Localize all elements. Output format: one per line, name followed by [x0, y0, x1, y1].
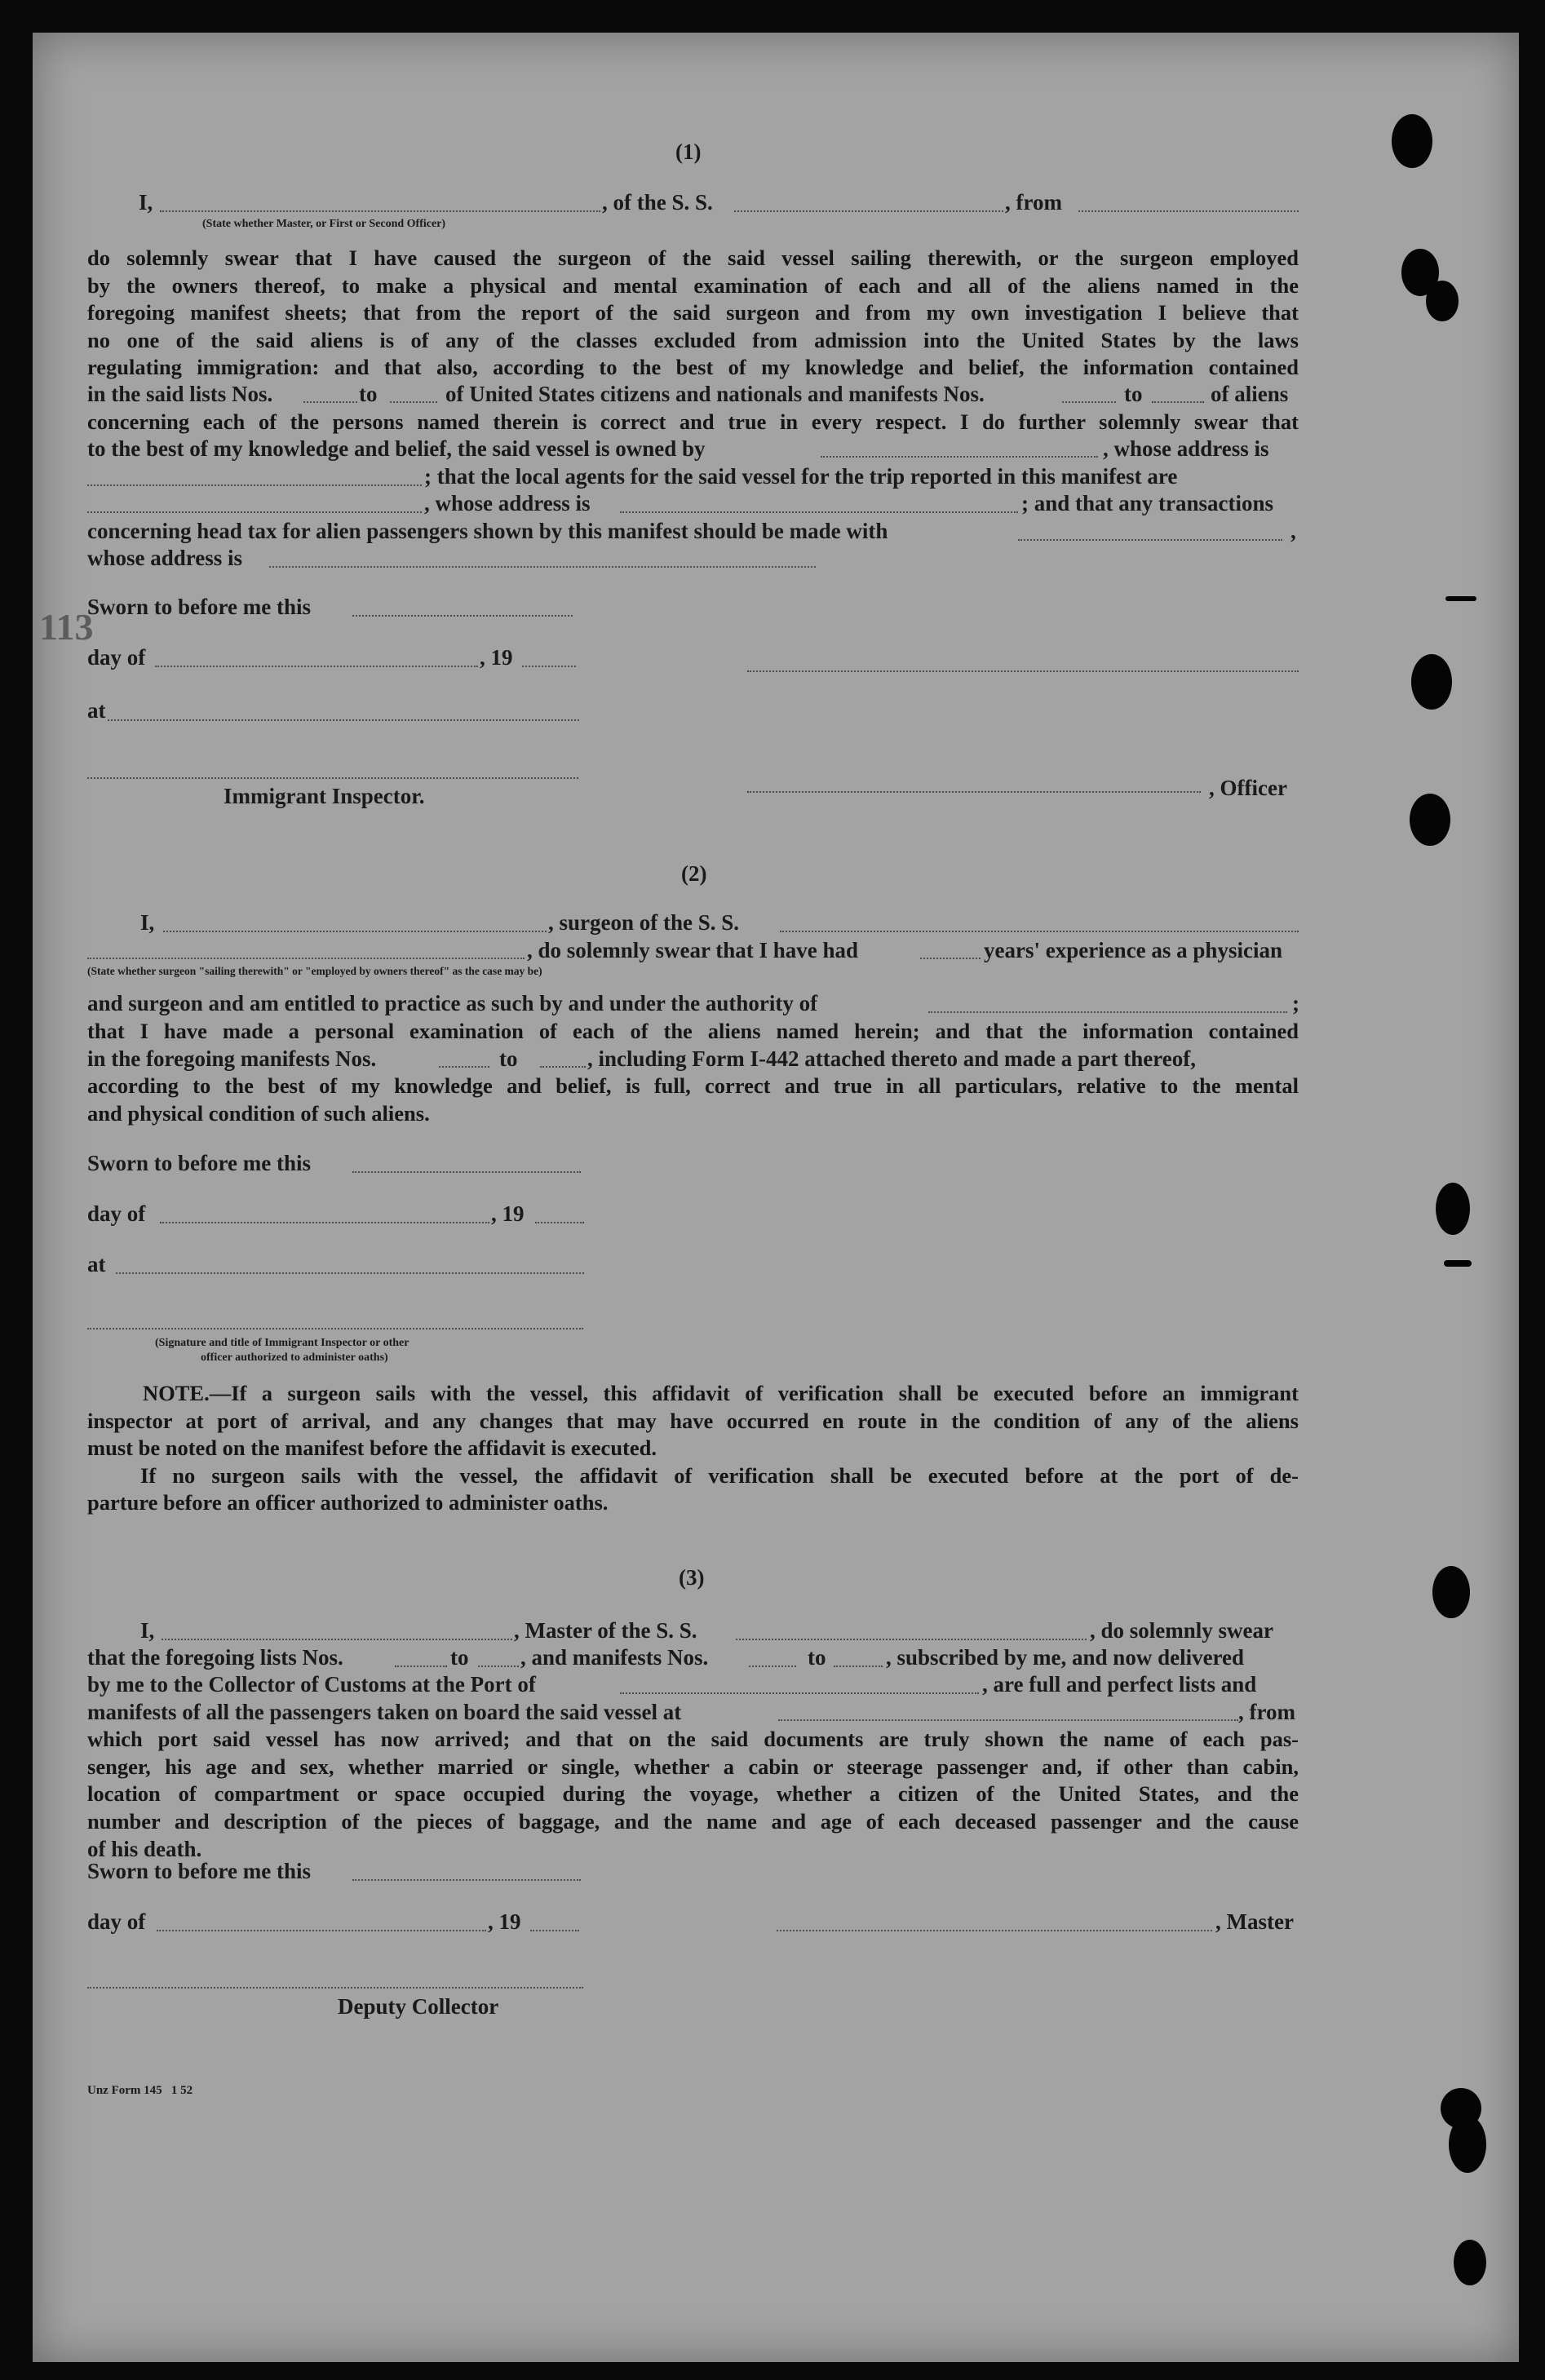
- field-day-of[interactable]: [155, 666, 478, 667]
- field-at[interactable]: [108, 719, 579, 721]
- label-sworn: Sworn to before me this: [87, 1151, 311, 1175]
- label-to: to: [499, 1046, 518, 1071]
- field-inspector-signature[interactable]: [87, 777, 578, 779]
- label-authority: and surgeon and am entitled to practice as such by and under the authority of: [87, 991, 818, 1015]
- label-lists: in the said lists Nos.: [87, 382, 273, 406]
- punch-hole: [1410, 794, 1450, 846]
- body-line: and physical condition of such aliens.: [87, 1100, 430, 1126]
- note-line: parture before an officer authorized to administer oaths.: [87, 1490, 609, 1515]
- field-signature[interactable]: [747, 670, 1299, 672]
- label-subscribed: , subscribed by me, and now delivered: [886, 1645, 1245, 1670]
- field-manifest-from[interactable]: [1062, 401, 1116, 403]
- label-i: I,: [140, 910, 155, 935]
- field-boarding-port[interactable]: [778, 1719, 1238, 1721]
- field-port[interactable]: [620, 1692, 979, 1694]
- field-year[interactable]: [522, 666, 576, 667]
- note-line: If no surgeon sails with the vessel, the affidavit of verification shall be executed before at the port of de-: [140, 1462, 1299, 1488]
- label-to: to: [1124, 382, 1143, 406]
- label-swear: , do solemnly swear that I have had: [527, 938, 859, 962]
- label-at: at: [87, 698, 106, 723]
- note-line: NOTE.—If a surgeon sails with the vessel, this affidavit of verification shall be executed before an immigrant: [143, 1381, 1299, 1405]
- field-year[interactable]: [530, 1930, 579, 1931]
- signature-note: (Signature and title of Immigrant Inspector or other: [155, 1337, 409, 1349]
- label-to: to: [359, 382, 378, 406]
- section-number: (2): [681, 861, 707, 886]
- form-id: Unz Form 145 1 52: [87, 2084, 193, 2097]
- field-ship-name[interactable]: [780, 931, 1299, 932]
- label-to: to: [808, 1645, 826, 1670]
- label-of-ss: , of the S. S.: [602, 190, 713, 215]
- field-agents[interactable]: [87, 511, 422, 513]
- section2-body: [87, 1073, 1299, 1127]
- label-whose-address: , whose address is: [424, 491, 591, 515]
- label-head-tax: concerning head tax for alien passengers shown by this manifest should be made with: [87, 519, 888, 543]
- body-line: which port said vessel has now arrived; and that on the said documents are truly shown the name of each pas-: [87, 1727, 1299, 1751]
- stamp-number: 113: [39, 606, 94, 648]
- field-owner-address[interactable]: [87, 484, 422, 486]
- field-note: (State whether Master, or First or Second Officer): [202, 218, 446, 230]
- field-officer-name[interactable]: [160, 210, 600, 212]
- field-day-of[interactable]: [157, 1930, 486, 1931]
- body-line: number and description of the pieces of baggage, and the name and age of each deceased passenger and the cause: [87, 1808, 1299, 1834]
- label-citizens: of United States citizens and nationals and manifests Nos.: [445, 382, 985, 406]
- label-officer: , Officer: [1209, 776, 1287, 800]
- field-master-signature[interactable]: [777, 1930, 1212, 1931]
- field-head-tax[interactable]: [1018, 539, 1282, 541]
- field-ship-name[interactable]: [736, 1639, 1087, 1640]
- signature-note: officer authorized to administer oaths): [201, 1351, 388, 1364]
- label-manifests: in the foregoing manifests Nos.: [87, 1046, 377, 1071]
- body-line: no one of the said aliens is of any of the classes excluded from admission into the United States by the laws: [87, 327, 1299, 352]
- field-year[interactable]: [535, 1222, 584, 1223]
- label-comma: ,: [1290, 519, 1296, 543]
- body-line: do solemnly swear that I have caused the surgeon of the said vessel sailing therewith, or the surgeon employed: [87, 246, 1299, 270]
- label-port-of: by me to the Collector of Customs at the Port of: [87, 1672, 536, 1697]
- field-list-from[interactable]: [303, 401, 357, 403]
- field-manifest-from[interactable]: [439, 1066, 489, 1068]
- label-day-of: day of: [87, 1201, 146, 1226]
- punch-mark: [1444, 1260, 1472, 1267]
- field-owner[interactable]: [821, 456, 1098, 458]
- punch-hole: [1432, 1566, 1470, 1618]
- label-sworn: Sworn to before me this: [87, 1859, 311, 1883]
- label-swear: , do solemnly swear: [1090, 1618, 1273, 1643]
- note-line: inspector at port of arrival, and any changes that may have occurred en route in the condition of any of the aliens: [87, 1408, 1299, 1433]
- field-officer-signature[interactable]: [747, 791, 1201, 793]
- label-including: , including Form I-442 attached thereto and made a part thereof,: [587, 1046, 1196, 1071]
- body-line: of his death.: [87, 1837, 202, 1861]
- field-manifest-from[interactable]: [749, 1666, 796, 1667]
- label-from: , from: [1005, 190, 1062, 215]
- punch-hole: [1454, 2240, 1486, 2285]
- label-manifests: , and manifests Nos.: [520, 1645, 709, 1670]
- section1-body: [87, 409, 1299, 436]
- label-to: to: [450, 1645, 469, 1670]
- field-list-to[interactable]: [478, 1666, 519, 1667]
- body-line: regulating immigration: and that also, according to the best of my knowledge and belief, the information contained: [87, 355, 1299, 379]
- label-lists: that the foregoing lists Nos.: [87, 1645, 343, 1670]
- body-line: foregoing manifest sheets; that from the report of the said surgeon and from my own investigation I believe that: [87, 300, 1299, 325]
- label-semicolon: ;: [1292, 991, 1299, 1015]
- field-authority[interactable]: [928, 1011, 1287, 1013]
- label-full-lists: , are full and perfect lists and: [982, 1672, 1257, 1697]
- field-manifest-to[interactable]: [540, 1066, 586, 1068]
- field-surgeon-name[interactable]: [163, 931, 547, 932]
- punch-hole: [1426, 281, 1459, 321]
- section-number: (3): [679, 1565, 705, 1590]
- field-years[interactable]: [920, 958, 981, 959]
- section-number: (1): [675, 139, 702, 164]
- label-master: , Master: [1215, 1909, 1294, 1934]
- label-year: , 19: [491, 1201, 525, 1226]
- field-from-port[interactable]: [1078, 210, 1299, 212]
- field-collector-signature[interactable]: [87, 1987, 583, 1988]
- field-manifest-to[interactable]: [1152, 401, 1204, 403]
- note-line: must be noted on the manifest before the affidavit is executed.: [87, 1436, 657, 1460]
- body-line: concerning each of the persons named therein is correct and true in every respect. I do further solemnly swear that: [87, 409, 1299, 434]
- field-day-of[interactable]: [160, 1222, 489, 1223]
- punch-hole: [1411, 654, 1452, 710]
- field-sworn-day[interactable]: [352, 1171, 581, 1173]
- label-years: years' experience as a physician: [984, 938, 1282, 962]
- label-year: , 19: [488, 1909, 521, 1934]
- field-list-to[interactable]: [390, 401, 437, 403]
- label-surgeon-of: , surgeon of the S. S.: [548, 910, 740, 935]
- label-of-aliens: of aliens: [1211, 382, 1289, 406]
- label-whose-address: , whose address is: [1103, 436, 1269, 461]
- section3-body: [87, 1726, 1299, 1835]
- section2-body: [87, 1018, 1299, 1046]
- field-head-tax-address[interactable]: [269, 566, 816, 568]
- label-local-agents: ; that the local agents for the said vessel for the trip reported in this manifest are: [424, 464, 1178, 489]
- punch-hole: [1449, 2116, 1486, 2173]
- field-list-from[interactable]: [395, 1666, 447, 1667]
- punch-hole: [1436, 1183, 1470, 1235]
- field-agents-address[interactable]: [620, 511, 1018, 513]
- label-day-of: day of: [87, 1909, 146, 1934]
- label-day-of: day of: [87, 645, 146, 670]
- label-from: , from: [1238, 1700, 1295, 1724]
- field-sworn-day[interactable]: [352, 615, 573, 617]
- body-line: location of compartment or space occupied during the voyage, whether a citizen of the United States, and the: [87, 1781, 1299, 1806]
- field-sworn-day[interactable]: [352, 1879, 581, 1881]
- section1-body: [87, 245, 1299, 382]
- body-line: that I have made a personal examination of each of the aliens named herein; and that the information contained: [87, 1019, 1299, 1043]
- label-year: , 19: [480, 645, 513, 670]
- body-line: by the owners thereof, to make a physical and mental examination of each and all of the aliens named in the: [87, 272, 1299, 298]
- label-at: at: [87, 1252, 106, 1276]
- field-inspector-signature[interactable]: [87, 1328, 583, 1329]
- field-surgeon-role[interactable]: [87, 958, 525, 959]
- label-master-of: , Master of the S. S.: [514, 1618, 697, 1643]
- label-i: I,: [140, 1618, 155, 1643]
- note-paragraph: [87, 1380, 1299, 1517]
- body-line: according to the best of my knowledge and belief, is full, correct and true in all particulars, relative to the mental: [87, 1073, 1299, 1098]
- label-inspector: Immigrant Inspector.: [224, 784, 425, 808]
- label-i: I,: [139, 190, 153, 215]
- label-taken-on-board: manifests of all the passengers taken on board the said vessel at: [87, 1700, 682, 1724]
- label-transactions: ; and that any transactions: [1021, 491, 1274, 515]
- field-manifest-to[interactable]: [834, 1666, 883, 1667]
- punch-mark: [1445, 596, 1476, 601]
- label-sworn: Sworn to before me this: [87, 595, 311, 619]
- field-note: (State whether surgeon "sailing therewith" or "employed by owners thereof" as the case may be): [87, 965, 542, 977]
- label-collector: Deputy Collector: [338, 1994, 499, 2019]
- field-at[interactable]: [116, 1272, 584, 1274]
- punch-hole: [1392, 114, 1432, 168]
- label-owned-by: to the best of my knowledge and belief, the said vessel is owned by: [87, 436, 706, 461]
- body-line: senger, his age and sex, whether married or single, whether a cabin or steerage passenger and, if other than cabin,: [87, 1754, 1299, 1779]
- label-whose-address: whose address is: [87, 546, 243, 570]
- field-master-name[interactable]: [162, 1639, 512, 1640]
- field-ship-name[interactable]: [734, 210, 1003, 212]
